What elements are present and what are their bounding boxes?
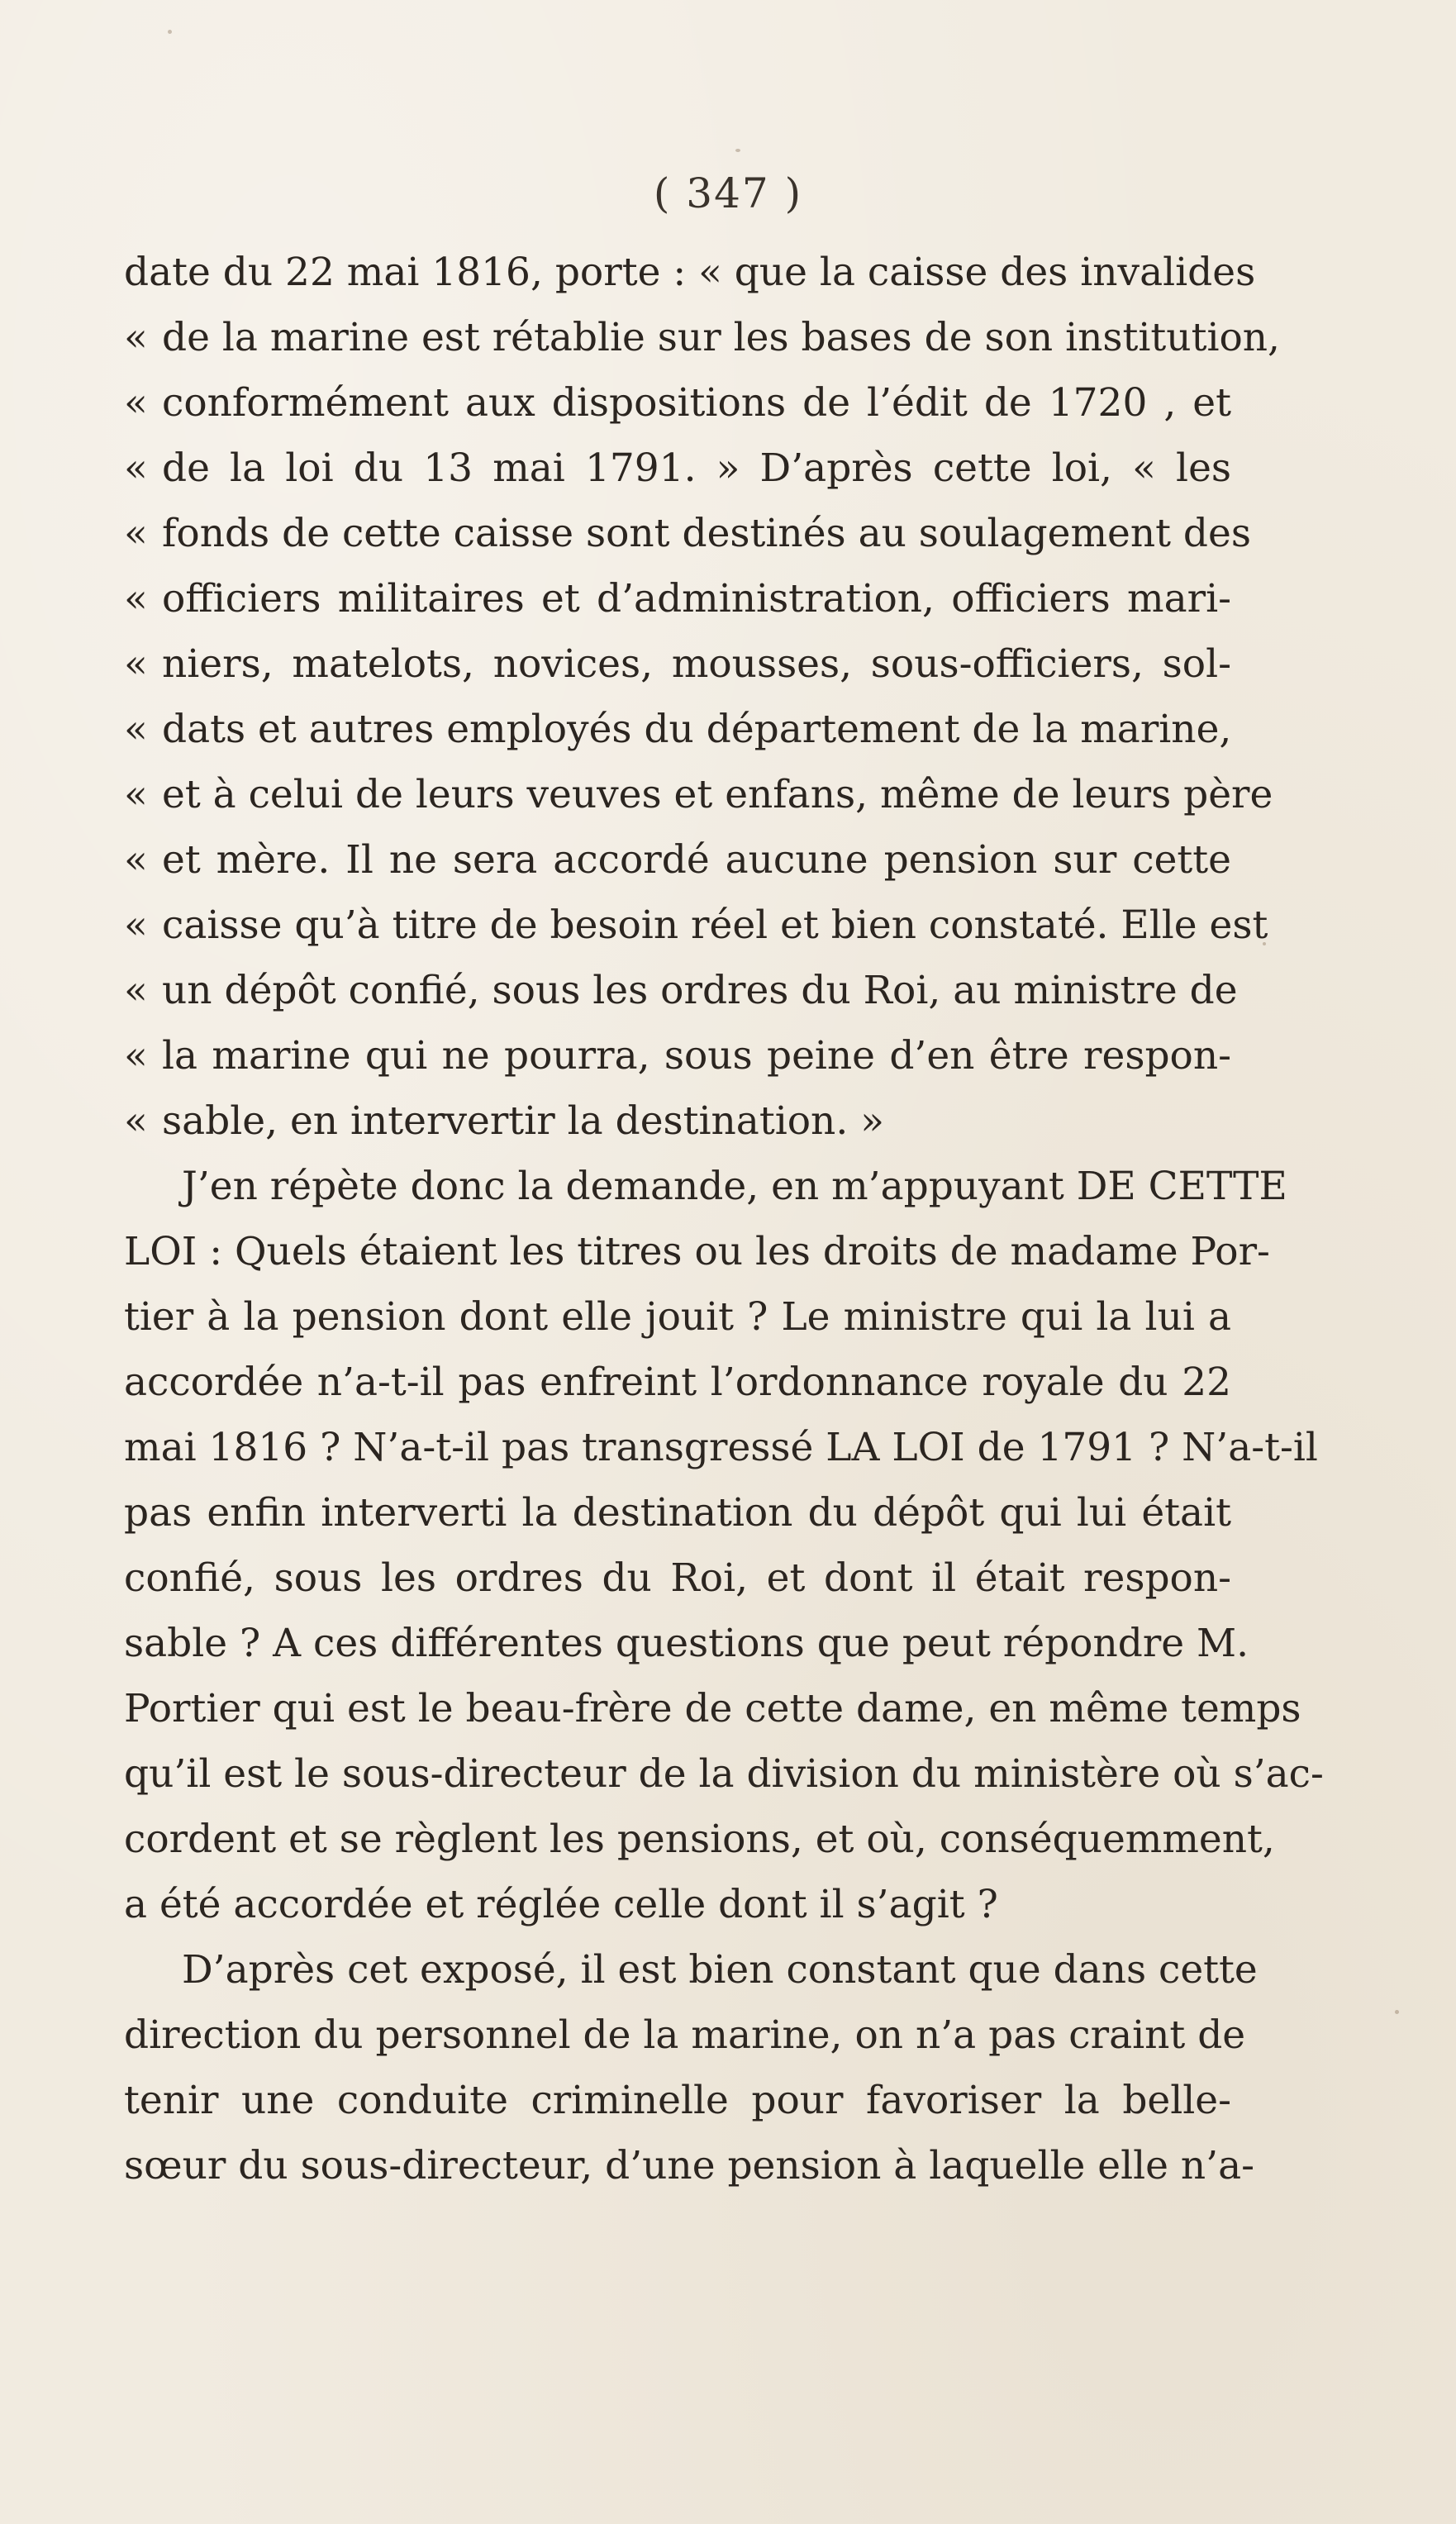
text-line [124,827,1231,893]
text-line: confié, sous les ordres du Roi, et dont il était respon- [124,1555,1231,1601]
quote-mark: « [124,511,148,556]
quote-mark: « [124,315,148,360]
page-number: ( 347 ) [653,169,803,217]
line-text: dats et autres employés du département de la marine, [162,707,1232,752]
text-line [124,370,1231,436]
text-line: direction du personnel de la marine, on n’a pas craint de [124,2012,1246,2058]
text-line [124,631,1231,697]
quote-mark: « [124,707,148,752]
text-line [124,566,1231,631]
text-line: tier à la pension dont elle jouit ? Le ministre qui la lui a [124,1294,1231,1340]
quote-mark: « [124,380,148,426]
text-line [124,958,1238,1023]
line-text: sable, en intervertir la destination. » [162,1098,884,1144]
quote-mark: « [124,1098,148,1144]
quote-mark: « [124,641,148,687]
line-text: caisse qu’à titre de besoin réel et bien constaté. Elle est [162,902,1268,948]
paragraph-start-line: D’après cet exposé, il est bien constant que dans cette [182,1947,1258,1993]
body-text [124,240,1324,2198]
text-line: a été accordée et réglée celle dont il s’agit ? [124,1882,998,1927]
paper-speck [735,149,740,152]
text-line: sable ? A ces différentes questions que peut répondre M. [124,1621,1249,1666]
line-text: conformément aux dispositions de l’édit de 1720 , et [162,380,1231,426]
text-line: Portier qui est le beau-frère de cette dame, en même temps [124,1686,1301,1731]
text-line [124,697,1231,762]
text-line: qu’il est le sous-directeur de la division du ministère où s’ac- [124,1751,1324,1797]
text-line [124,1088,1231,1154]
text-line: sœur du sous-directeur, d’une pension à laquelle elle n’a- [124,2143,1255,2188]
text-line: cordent et se règlent les pensions, et où, conséquemment, [124,1817,1275,1862]
paper-speck [1395,2010,1399,2014]
text-line: mai 1816 ? N’a-t-il pas transgressé LA LOI de 1791 ? N’a-t-il [124,1425,1318,1470]
text-line [124,762,1273,827]
text-line [124,1023,1231,1088]
line-text: de la marine est rétablie sur les bases de son institution, [162,315,1280,360]
text-line [124,436,1231,501]
paragraph-start-line: J’en répète donc la demande, en m’appuyant DE CETTE [182,1164,1287,1209]
quote-mark: « [124,902,148,948]
quote-mark: « [124,837,148,883]
paper-speck [168,30,172,34]
quote-mark: « [124,1033,148,1079]
text-line: pas enfin interverti la destination du dépôt qui lui était [124,1490,1231,1536]
paper-speck [1263,942,1266,945]
text-line: tenir une conduite criminelle pour favoriser la belle- [124,2078,1231,2123]
text-line: accordée n’a-t-il pas enfreint l’ordonnance royale du 22 [124,1360,1231,1405]
line-text: fonds de cette caisse sont destinés au soulagement des [162,511,1251,556]
text-line: LOI : Quels étaient les titres ou les droits de madame Por- [124,1229,1270,1274]
line-text: la marine qui ne pourra, sous peine d’en être respon- [162,1033,1231,1079]
text-line [124,893,1268,958]
line-text: niers, matelots, novices, mousses, sous-officiers, sol- [162,641,1231,687]
line-text: et à celui de leurs veuves et enfans, même de leurs père [162,772,1273,817]
line-text: un dépôt confié, sous les ordres du Roi, au ministre de [162,968,1238,1013]
text-line: date du 22 mai 1816, porte : « que la caisse des invalides [124,250,1256,295]
line-text: et mère. Il ne sera accordé aucune pension sur cette [162,837,1231,883]
text-line [124,501,1251,566]
line-text: de la loi du 13 mai 1791. » D’après cette loi, « les [162,445,1231,491]
quote-mark: « [124,968,148,1013]
text-line [124,305,1280,370]
quote-mark: « [124,576,148,621]
line-text: officiers militaires et d’administration, officiers mari- [162,576,1231,621]
quote-mark: « [124,772,148,817]
quote-mark: « [124,445,148,491]
